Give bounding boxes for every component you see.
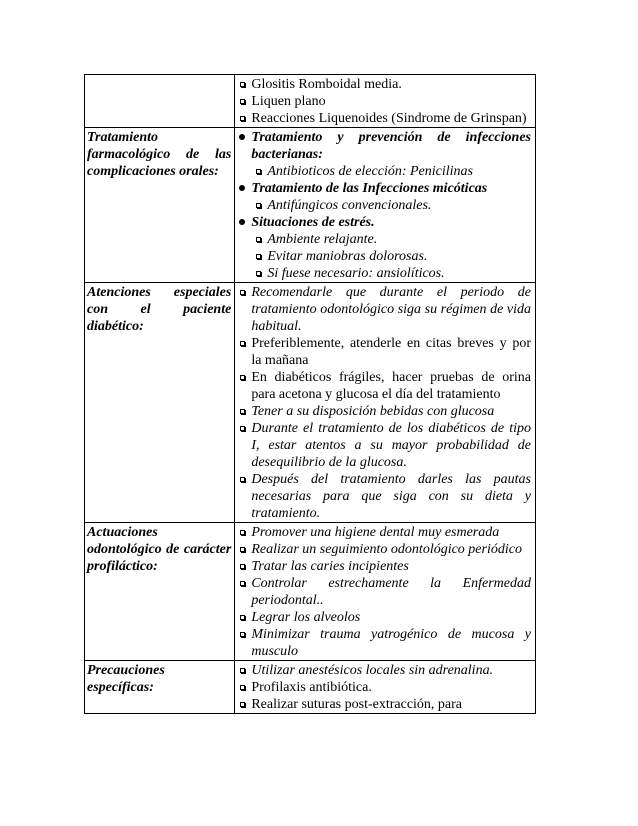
list-item — [235, 265, 531, 282]
document-table — [84, 74, 536, 714]
square-bullet-icon — [235, 76, 251, 93]
list-item — [235, 110, 531, 127]
square-bullet-icon — [251, 265, 267, 282]
list-item — [235, 679, 531, 696]
list-item — [235, 369, 531, 403]
row-label: Tratamiento farmacológico de las complicaciones orales: — [87, 130, 232, 179]
list-item-text: Situaciones de estrés. — [251, 215, 375, 230]
table-row — [85, 75, 536, 128]
row-label: Atenciones especiales con el paciente diabético: — [87, 285, 232, 334]
table-row — [85, 523, 536, 661]
row-label-cell — [85, 523, 235, 661]
square-bullet-icon — [235, 369, 251, 386]
list-item — [235, 471, 531, 522]
list-item-text: Liquen plano — [251, 94, 326, 109]
list-item-text: Realizar un seguimiento odontológico periódico — [251, 542, 522, 557]
list-item-text: Realizar suturas post-extracción, para — [251, 697, 463, 712]
square-bullet-icon — [235, 403, 251, 420]
list-item — [235, 76, 531, 93]
square-bullet-icon — [235, 696, 251, 713]
square-bullet-icon — [235, 679, 251, 696]
round-bullet-icon — [235, 180, 251, 197]
square-bullet-icon — [235, 541, 251, 558]
square-bullet-icon — [251, 163, 267, 180]
bullet-list — [235, 128, 535, 282]
list-item — [235, 214, 531, 231]
list-item-text: Ambiente relajante. — [267, 232, 378, 247]
table-row — [85, 283, 536, 523]
list-item — [235, 420, 531, 471]
square-bullet-icon — [235, 471, 251, 488]
square-bullet-icon — [235, 609, 251, 626]
list-item-text: Recomendarle que durante el periodo de tratamiento odontológico siga su régimen de vida habitual. — [251, 285, 531, 334]
list-item — [235, 248, 531, 265]
list-item-text: Después del tratamiento darles las pautas necesarias para que siga con su dieta y tratamiento. — [251, 472, 531, 521]
list-item-text: Controlar estrechamente la Enfermedad periodontal.. — [251, 576, 531, 608]
row-label-cell — [85, 283, 235, 523]
square-bullet-icon — [251, 197, 267, 214]
list-item — [235, 129, 531, 163]
list-item-text: Antibioticos de elección: Penicilinas — [267, 164, 473, 179]
list-item — [235, 524, 531, 541]
list-item — [235, 231, 531, 248]
square-bullet-icon — [251, 231, 267, 248]
table-row — [85, 128, 536, 283]
list-item-text: Minimizar trauma yatrogénico de mucosa y musculo — [251, 627, 531, 659]
table-row — [85, 661, 536, 714]
list-item — [235, 662, 531, 679]
list-item-text: Evitar maniobras dolorosas. — [267, 249, 428, 264]
list-item-text: Si fuese necesario: ansiolíticos. — [267, 266, 445, 281]
row-label-cell — [85, 75, 235, 128]
square-bullet-icon — [235, 558, 251, 575]
bullet-list — [235, 523, 535, 660]
list-item-text: Promover una higiene dental muy esmerada — [251, 525, 500, 540]
row-content-cell — [235, 283, 536, 523]
list-item — [235, 575, 531, 609]
row-label: Precauciones específicas: — [87, 663, 165, 695]
row-label: Actuaciones odontológico de carácter profiláctico: — [87, 525, 232, 574]
list-item — [235, 403, 531, 420]
list-item — [235, 180, 531, 197]
square-bullet-icon — [235, 575, 251, 592]
list-item-text: Glositis Romboidal media. — [251, 77, 402, 92]
row-content-cell — [235, 128, 536, 283]
list-item-text: Preferiblemente, atenderle en citas breves y por la mañana — [251, 336, 531, 368]
list-item-text: En diabéticos frágiles, hacer pruebas de orina para acetona y glucosa el día del tratamiento — [251, 370, 531, 402]
list-item-text: Tratar las caries incipientes — [251, 559, 409, 574]
list-item — [235, 696, 531, 713]
row-content-cell — [235, 75, 536, 128]
bullet-list — [235, 75, 535, 127]
square-bullet-icon — [251, 248, 267, 265]
list-item-text: Durante el tratamiento de los diabéticos de tipo I, estar atentos a su mayor probabilidad de desequilibrio de la glucosa. — [251, 421, 531, 470]
list-item-text: Utilizar anestésicos locales sin adrenalina. — [251, 663, 494, 678]
list-item — [235, 626, 531, 660]
square-bullet-icon — [235, 284, 251, 301]
square-bullet-icon — [235, 662, 251, 679]
list-item — [235, 609, 531, 626]
list-item — [235, 93, 531, 110]
round-bullet-icon — [235, 214, 251, 231]
list-item — [235, 558, 531, 575]
table-body — [85, 75, 536, 714]
row-content-cell — [235, 523, 536, 661]
square-bullet-icon — [235, 626, 251, 643]
list-item-text: Reacciones Liquenoides (Sindrome de Grinspan) — [251, 111, 527, 126]
row-content-cell — [235, 661, 536, 714]
list-item-text: Tratamiento y prevención de infecciones bacterianas: — [251, 130, 531, 162]
row-label — [85, 75, 234, 76]
list-item-text: Legrar los alveolos — [251, 610, 361, 625]
round-bullet-icon — [235, 129, 251, 146]
list-item-text: Antifúngicos convencionales. — [267, 198, 432, 213]
bullet-list — [235, 661, 535, 713]
square-bullet-icon — [235, 524, 251, 541]
list-item — [235, 541, 531, 558]
row-label-cell — [85, 128, 235, 283]
list-item — [235, 163, 531, 180]
list-item — [235, 335, 531, 369]
list-item-text: Tratamiento de las Infecciones micóticas — [251, 181, 488, 196]
square-bullet-icon — [235, 335, 251, 352]
square-bullet-icon — [235, 420, 251, 437]
row-label-cell — [85, 661, 235, 714]
list-item-text: Tener a su disposición bebidas con glucosa — [251, 404, 495, 419]
list-item-text: Profilaxis antibiótica. — [251, 680, 372, 695]
list-item — [235, 284, 531, 335]
square-bullet-icon — [235, 110, 251, 127]
list-item — [235, 197, 531, 214]
square-bullet-icon — [235, 93, 251, 110]
bullet-list — [235, 283, 535, 522]
